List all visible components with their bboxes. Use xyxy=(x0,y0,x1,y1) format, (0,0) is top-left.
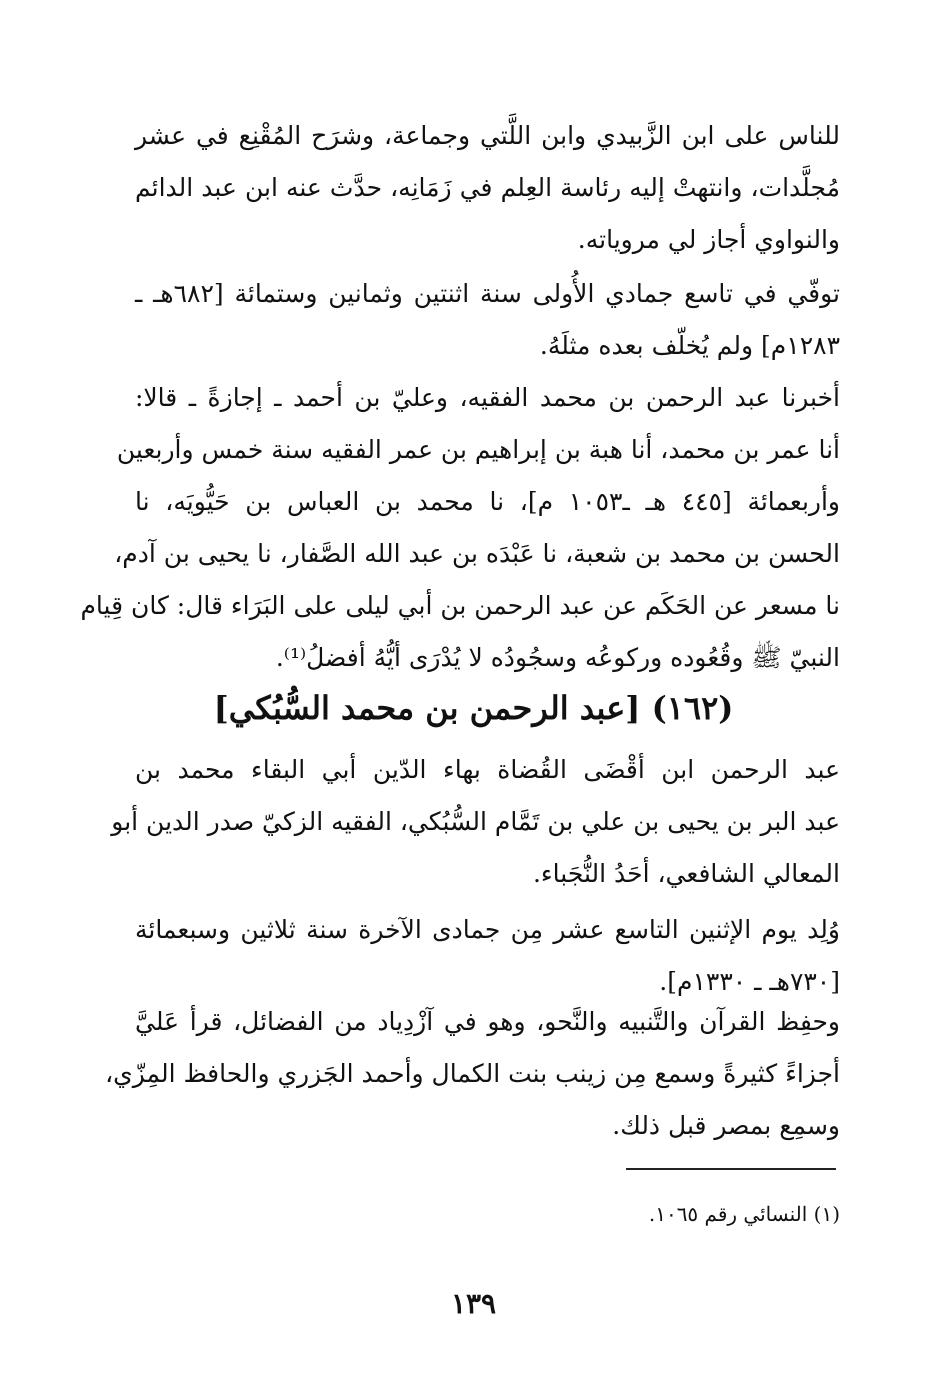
paragraph-line: ١٢٨٣م] ولم يُخلّف بعده مثلَهُ. xyxy=(539,331,840,360)
footnote: (١) النسائي رقم ١٠٦٥. xyxy=(648,1202,840,1226)
paragraph-line: توفّي في تاسع جمادي الأُولى سنة اثنتين وثمانين وستمائة [٦٨٢هـ ـ xyxy=(135,279,841,308)
paragraph-line: المعالي الشافعي، أحَدُ النُّجَباء. xyxy=(532,859,840,888)
paragraph-line: [٧٣٠هـ ـ ١٣٣٠م]. xyxy=(659,967,840,996)
paragraph-line: وسمِع بمصر قبل ذلك. xyxy=(612,1111,840,1140)
paragraph-line: أنا عمر بن محمد، أنا هبة بن إبراهيم بن عمر الفقيه سنة خمس وأربعين xyxy=(116,435,840,464)
paragraph-line: أخبرنا عبد الرحمن بن محمد الفقيه، وعليّ بن أحمد ـ إجازةً ـ قالا: xyxy=(135,383,840,412)
paragraph-6 xyxy=(105,996,840,1152)
paragraph-line: مُجلَّدات، وانتهتْ إليه رئاسة العِلم في زَمَانِه، حدَّث عنه ابن عبد الدائم xyxy=(135,173,840,202)
section-heading: (١٦٢) [عبد الرحمن بن محمد السُّبُكي] xyxy=(213,689,734,727)
footnote-separator xyxy=(626,1168,836,1170)
paragraph-line: عبد البر بن يحيى بن علي بن تَمَّام السُّبُكي، الفقيه الزكيّ صدر الدين أبو xyxy=(111,807,840,836)
paragraph-1 xyxy=(135,110,840,266)
paragraph-line: للناس على ابن الزَّبيدي وابن اللَّتي وجماعة، وشرَح المُقْنِع في عشر xyxy=(135,121,840,150)
paragraph-line: الحسن بن محمد بن شعبة، نا عَبْدَه بن عبد الله الصَّفار، نا يحيى بن آدم، xyxy=(114,539,840,568)
paragraph-line: عبد الرحمن ابن أقْضَى القُضاة بهاء الدّين أبي البقاء محمد بن xyxy=(135,755,840,784)
paragraph-line: النبيّ ﷺ وقُعُوده وركوعُه وسجُودُه لا يُدْرَى أيُّهُ أفضلُ⁽¹⁾. xyxy=(275,643,840,672)
paragraph-3 xyxy=(80,372,840,684)
paragraph-2 xyxy=(135,268,840,372)
paragraph-line: وحفِظ القرآن والتَّنبيه والنَّحو، وهو في آزْدِياد من الفضائل، قرأ عَليَّ xyxy=(135,1007,840,1036)
paragraph-line: وأربعمائة [٤٤٥ هـ ـ١٠٥٣ م]، نا محمد بن العباس بن حَيُّويَه، نا xyxy=(135,487,840,516)
paragraph-4 xyxy=(111,744,840,900)
paragraph-line: نا مسعر عن الحَكَم عن عبد الرحمن بن أبي ليلى على البَرَاء قال: كان قِيام xyxy=(80,591,840,620)
paragraph-line: والنواوي أجاز لي مروياته. xyxy=(577,225,840,254)
page-number: ١٣٩ xyxy=(450,1287,497,1320)
paragraph-line: أجزاءً كثيرةً وسمع مِن زينب بنت الكمال وأحمد الجَزري والحافظ المِزّي، xyxy=(105,1059,840,1088)
paragraph-5 xyxy=(135,904,840,1008)
paragraph-line: وُلِد يوم الإثنين التاسع عشر مِن جمادى الآخرة سنة ثلاثين وسبعمائة xyxy=(135,915,840,944)
